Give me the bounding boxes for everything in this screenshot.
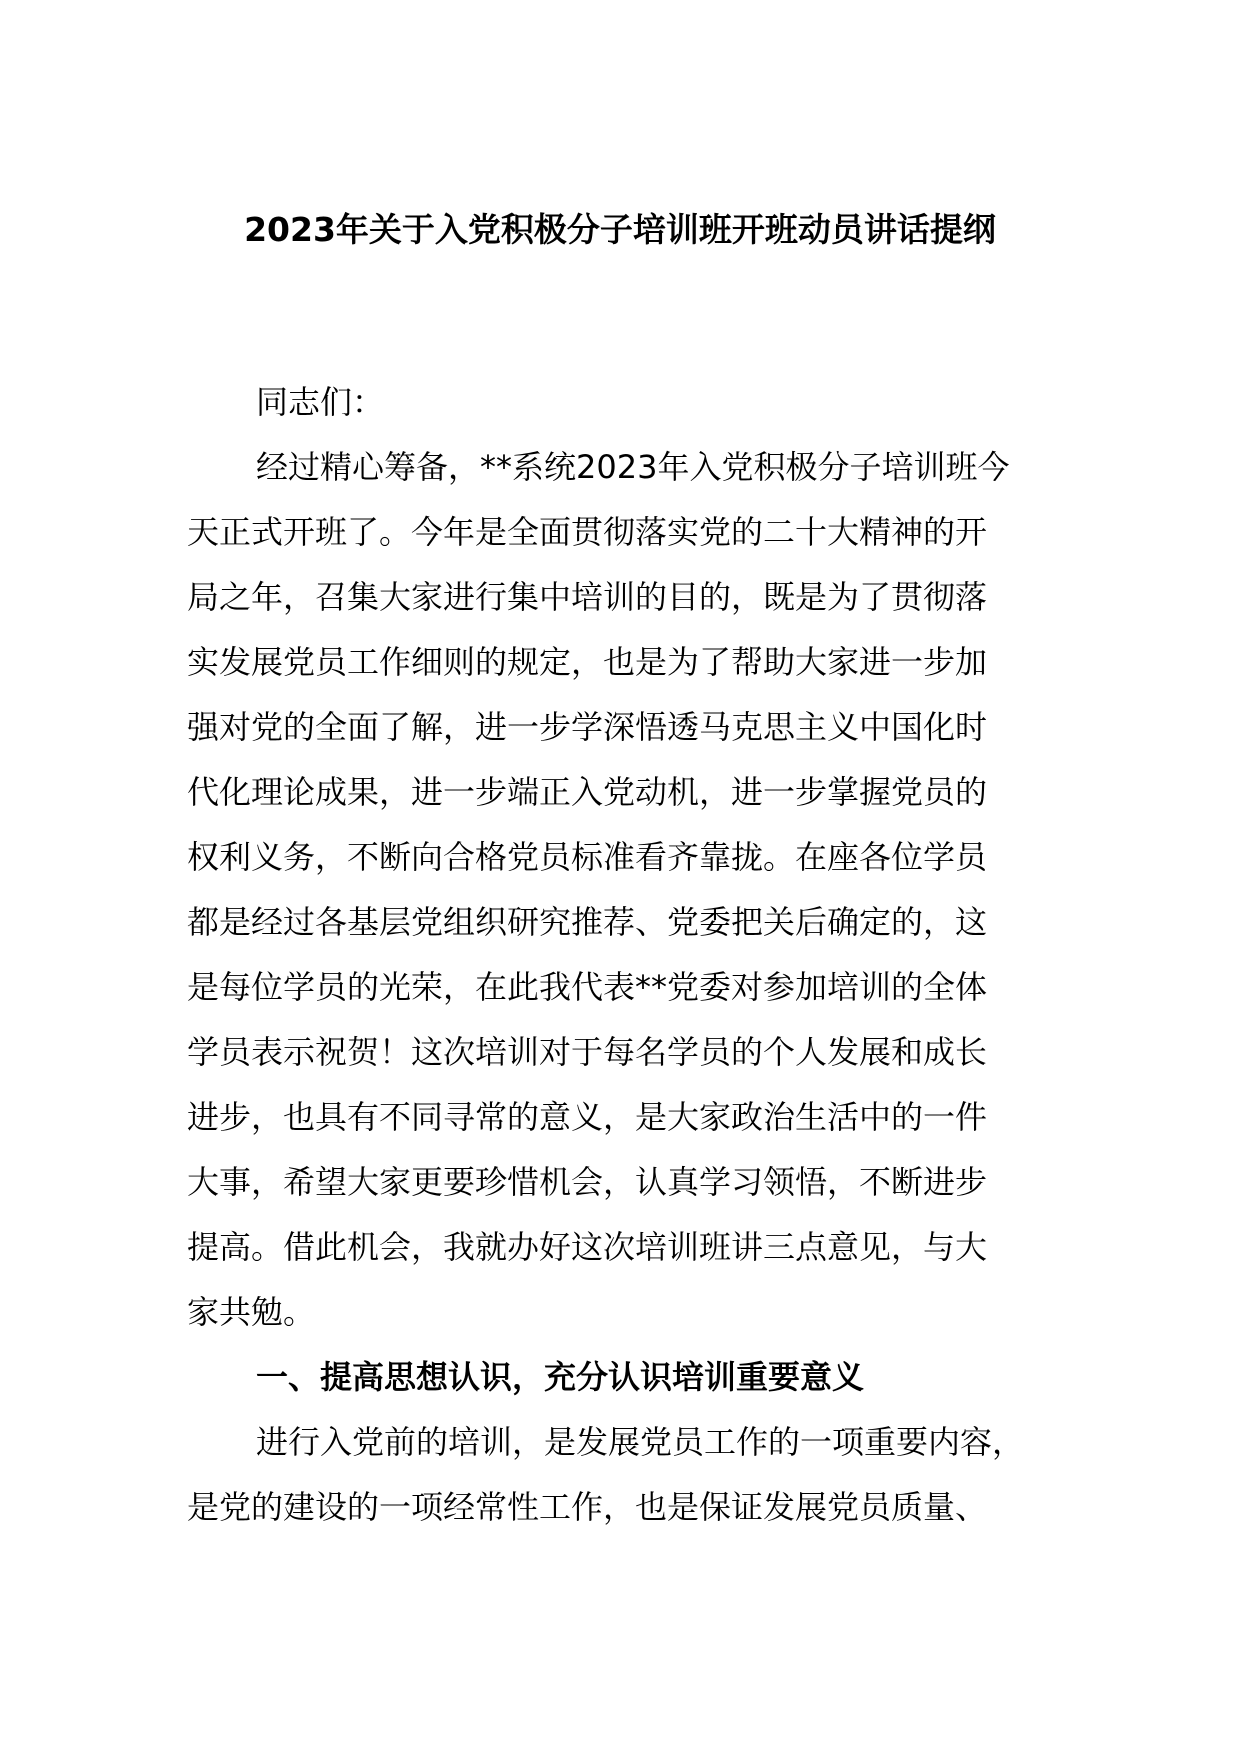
salutation-line: 同志们： [256,383,385,421]
section-heading: 一、提高思想认识，充分认识培训重要意义 [256,1358,865,1396]
paragraph-line: 学员表示祝贺！这次培训对于每名学员的个人发展和成长 [187,1033,988,1071]
paragraph-line: 提高。借此机会，我就办好这次培训班讲三点意见，与大 [187,1228,988,1266]
paragraph-line: 实发展党员工作细则的规定，也是为了帮助大家进一步加 [187,643,988,681]
paragraph-line: 是每位学员的光荣，在此我代表**党委对参加培训的全体 [187,968,988,1006]
paragraph-line: 进行入党前的培训，是发展党员工作的一项重要内容， [256,1423,1025,1461]
paragraph-line: 家共勉。 [187,1293,316,1331]
document-title: 2023年关于入党积极分子培训班开班动员讲话提纲 [244,210,996,249]
paragraph-line: 局之年，召集大家进行集中培训的目的，既是为了贯彻落 [187,578,988,616]
paragraph-line: 都是经过各基层党组织研究推荐、党委把关后确定的，这 [187,903,988,941]
paragraph-line: 权利义务，不断向合格党员标准看齐靠拢。在座各位学员 [187,838,988,876]
paragraph-line: 天正式开班了。今年是全面贯彻落实党的二十大精神的开 [187,513,988,551]
paragraph-line: 是党的建设的一项经常性工作，也是保证发展党员质量、 [187,1488,988,1526]
document-body [187,370,1057,1540]
paragraph-line: 强对党的全面了解，进一步学深悟透马克思主义中国化时 [187,708,988,746]
paragraph-line: 进步，也具有不同寻常的意义，是大家政治生活中的一件 [187,1098,988,1136]
paragraph-line: 代化理论成果，进一步端正入党动机，进一步掌握党员的 [187,773,988,811]
paragraph-line: 大事，希望大家更要珍惜机会，认真学习领悟，不断进步 [187,1163,988,1201]
paragraph-line: 经过精心筹备，**系统2023年入党积极分子培训班今 [256,448,1010,486]
